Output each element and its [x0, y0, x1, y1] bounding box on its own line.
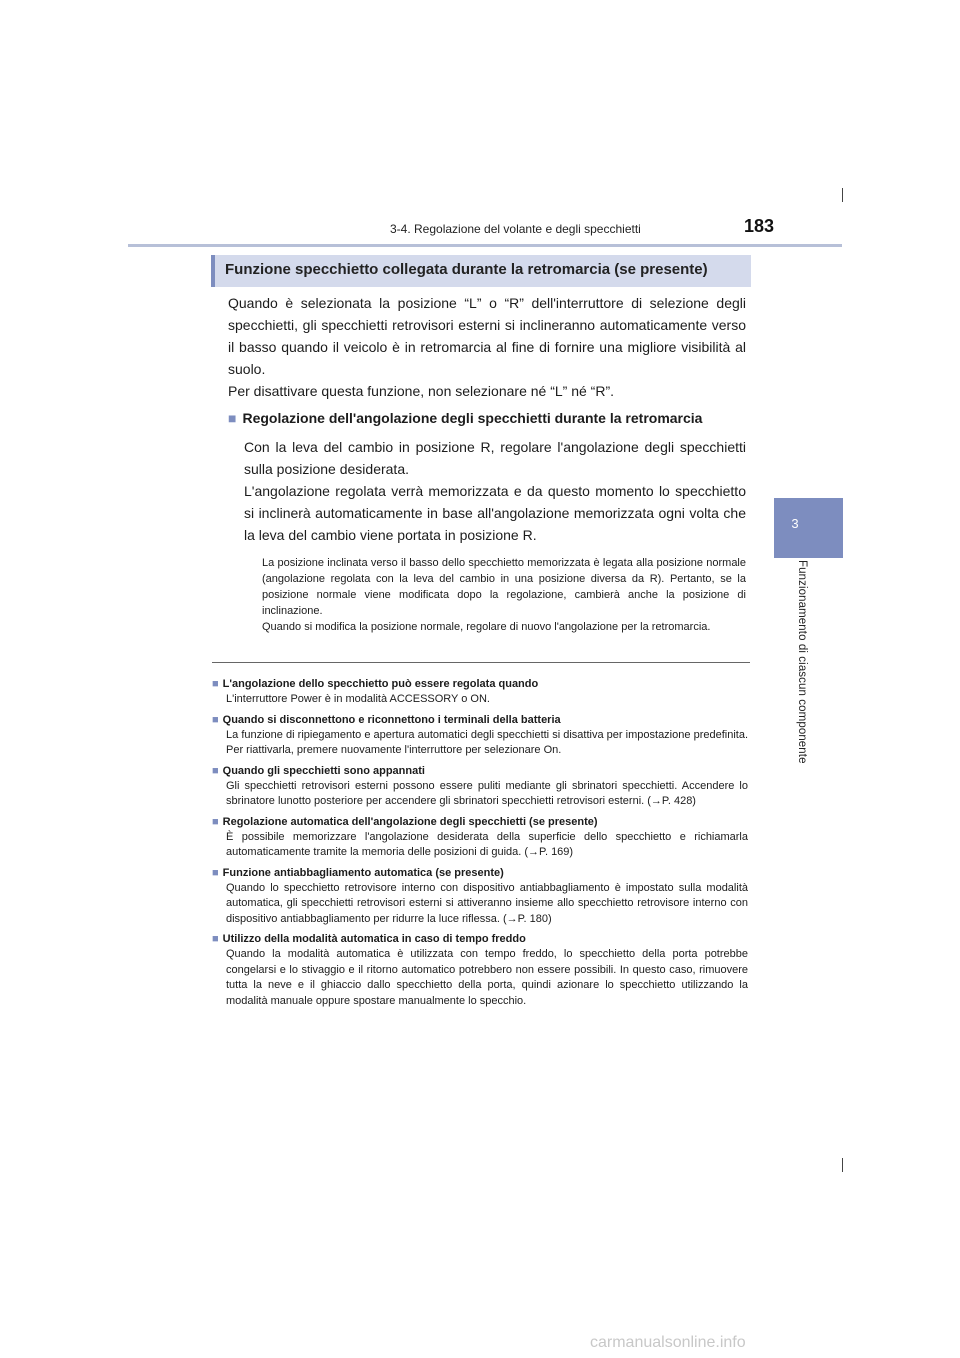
running-head: 3-4. Regolazione del volante e degli specchietti: [390, 222, 641, 236]
note-body: Quando lo specchietto retrovisore interno con dispositivo antiabbagliamento è impostato sulla modalità automatica, gli specchietti retrovisori esterni si attiveranno insieme allo specchietto retrovisore interno con dispositivo antiabbagliamento per ridurre la luce riflessa. (→P. 180): [226, 881, 748, 925]
note-paragraph: La posizione inclinata verso il basso dello specchietto memorizzata è legata alla posizione normale (angolazione regolata con la leva del cambio in una posizione diversa da R). Pertanto, se la posizione normale viene modificata dopo la regolazione, cambierà anche la posizione di inclinazione.: [262, 557, 746, 617]
note-item: [212, 814, 748, 861]
note-paragraph: Quando si modifica la posizione normale, regolare di nuovo l'angolazione per la retromarcia.: [262, 621, 711, 633]
square-bullet-icon: ■: [212, 866, 219, 879]
note-item: [212, 676, 748, 708]
note-item: [212, 931, 748, 1009]
note-body: Gli specchietti retrovisori esterni possono essere puliti mediante gli sbrinatori specchietti. Accendere lo sbrinatore lunotto posteriore per accendere gli sbrinatori specchietti retrovisori esterni. (→P. 428): [226, 779, 748, 807]
square-bullet-icon: ■: [212, 764, 219, 777]
section-title: Funzione specchietto collegata durante la retromarcia (se presente): [211, 255, 751, 287]
note-body: È possibile memorizzare l'angolazione desiderata della superficie dello specchietto e richiamarla automaticamente tramite la memoria delle posizioni di guida. (→P. 169): [226, 830, 748, 858]
note-body: Quando la modalità automatica è utilizzata con tempo freddo, lo specchietto della porta potrebbe congelarsi e lo stivaggio e il ritorno automatico potrebbero non essere possibili. In questo caso, rimuovere tutta la neve e il ghiaccio dallo specchietto della porta, quindi azionare lo specchietto utilizzando la modalità manuale oppure spostare manualmente lo specchio.: [226, 948, 748, 1007]
square-bullet-icon: ■: [212, 933, 219, 945]
crop-mark-bottom: [842, 1158, 843, 1172]
note-title: [212, 676, 748, 692]
intro-text: [228, 292, 746, 402]
note-title-text: Quando gli specchietti sono appannati: [222, 764, 425, 777]
note-title-text: Regolazione automatica dell'angolazione degli specchietti (se presente): [222, 815, 598, 828]
subsection-paragraph: L'angolazione regolata verrà memorizzata e da questo momento lo specchietto si inclinerà automaticamente in base all'angolazione memorizzata ogni volta che la leva del cambio viene portata in posizione R.: [244, 483, 746, 543]
note-body: L'interruttore Power è in modalità ACCESSORY o ON.: [226, 693, 490, 705]
note-title-text: Utilizzo della modalità automatica in caso di tempo freddo: [222, 933, 526, 945]
crop-mark-top: [842, 188, 843, 202]
note-title-text: L'angolazione dello specchietto può essere regolata quando: [222, 678, 539, 690]
subsection-title: [228, 408, 748, 428]
note-item: [212, 865, 748, 928]
chapter-tab: [774, 498, 843, 558]
square-bullet-icon: ■: [212, 815, 219, 828]
intro-paragraph: Per disattivare questa funzione, non selezionare né “L” né “R”.: [228, 383, 614, 399]
notes-list: [212, 672, 748, 1011]
subsection-title-text: Regolazione dell'angolazione degli specchietti durante la retromarcia: [242, 410, 703, 426]
note-title: [212, 931, 748, 947]
square-bullet-icon: ■: [212, 713, 219, 726]
section-divider: [212, 662, 750, 663]
note-title-text: Quando si disconnettono e riconnettono i terminali della batteria: [222, 713, 561, 726]
note-item: [212, 712, 748, 759]
square-bullet-icon: ■: [228, 410, 237, 426]
header-rule: [128, 244, 842, 247]
note-title: [212, 865, 748, 881]
note-title-text: Funzione antiabbagliamento automatica (se presente): [222, 866, 504, 879]
chapter-label: Funzionamento di ciascun componente: [796, 560, 808, 764]
note-item: [212, 763, 748, 810]
note-title: [212, 712, 748, 728]
note-title: [212, 814, 748, 830]
note-body: La funzione di ripiegamento e apertura automatici degli specchietti si disattiva per impostazione predefinita. Per riattivarla, premere nuovamente l'interruttore per selezionare On.: [226, 728, 748, 756]
note-title: [212, 763, 748, 779]
subsection-paragraph: Con la leva del cambio in posizione R, regolare l'angolazione degli specchietti sulla posizione desiderata.: [244, 439, 746, 477]
chapter-number: 3: [791, 516, 799, 531]
intro-paragraph: Quando è selezionata la posizione “L” o “R” dell'interruttore di selezione degli specchietti, gli specchietti retrovisori esterni si inclineranno automaticamente verso il basso quando il veicolo è in retromarcia al fine di fornire una migliore visibilità al suolo.: [228, 295, 746, 377]
subsection-body: [244, 436, 746, 546]
square-bullet-icon: ■: [212, 678, 219, 690]
watermark: carmanualsonline.info: [590, 1334, 746, 1351]
small-note: [262, 555, 746, 635]
page-number: 183: [744, 216, 775, 236]
